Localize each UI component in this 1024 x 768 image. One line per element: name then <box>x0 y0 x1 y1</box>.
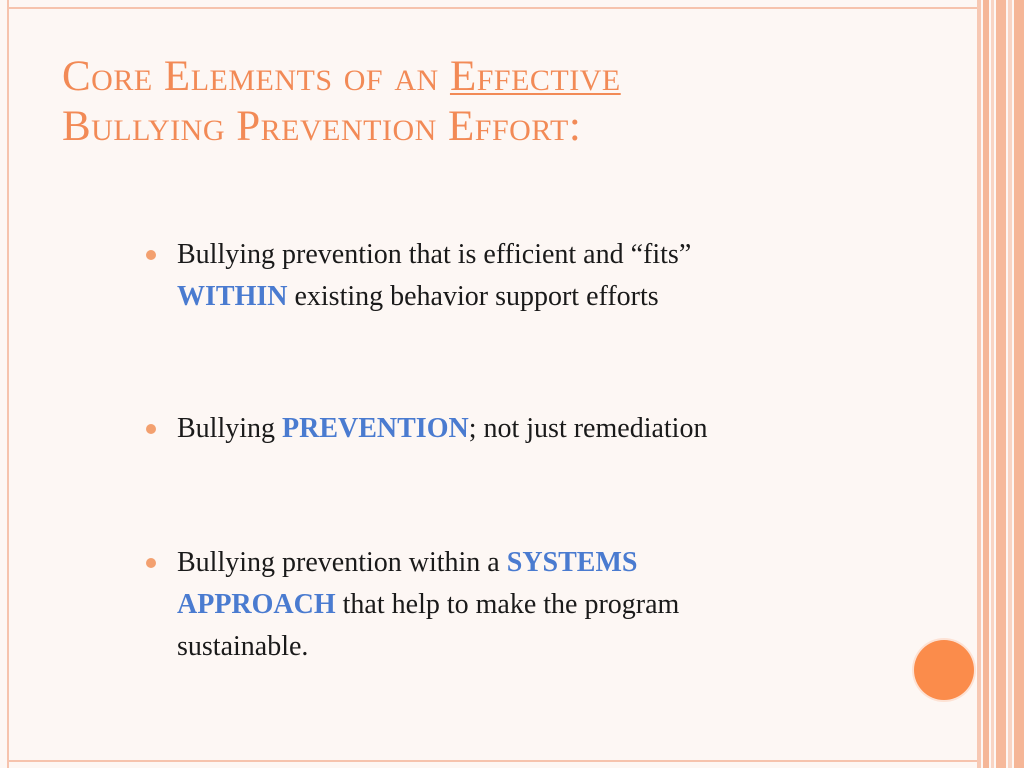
bullet-line <box>177 542 977 584</box>
bullet-text <box>177 542 977 668</box>
slide-title <box>62 52 942 152</box>
bullet-emphasis: PREVENTION <box>282 413 469 444</box>
bullet-text <box>177 234 977 318</box>
bullet-marker-icon <box>146 250 156 260</box>
bullet-line-rest: ; not just remediation <box>468 413 708 444</box>
decorative-stripe <box>1014 0 1024 768</box>
decorative-stripe <box>977 0 981 768</box>
bullet-emphasis: APPROACH <box>177 589 336 620</box>
bullet-line <box>177 276 977 318</box>
title-line-1 <box>62 52 942 102</box>
decorative-stripe <box>983 0 989 768</box>
bullet-line-rest: that help to make the program <box>335 589 680 620</box>
bullet-emphasis: SYSTEMS <box>506 547 638 578</box>
title-underlined-word: Effective <box>449 53 621 100</box>
decorative-stripe <box>1008 0 1012 768</box>
bullet-marker-icon <box>146 558 156 568</box>
bullet-item <box>146 542 977 668</box>
bullet-item <box>146 408 977 450</box>
frame-line-top <box>7 7 977 9</box>
bullet-line: sustainable. <box>177 631 309 662</box>
decorative-stripe <box>991 0 994 768</box>
bullet-line <box>177 408 977 450</box>
decorative-stripe <box>996 0 1006 768</box>
bullet-line-rest: existing behavior support efforts <box>287 281 659 312</box>
title-line-1-prefix: Core Elements of an <box>62 53 450 100</box>
bullet-line-prefix: Bullying prevention within a <box>177 547 507 578</box>
bullet-text <box>177 408 977 450</box>
bullet-marker-icon <box>146 424 156 434</box>
bullet-emphasis: WITHIN <box>177 281 288 312</box>
bullet-item <box>146 234 977 318</box>
frame-line-bottom <box>7 760 977 762</box>
frame-line-left <box>7 0 9 768</box>
title-line-2: Bullying Prevention Effort: <box>62 103 582 150</box>
bullet-line: Bullying prevention that is efficient and “fits” <box>177 239 692 270</box>
bullet-line-prefix: Bullying <box>177 413 283 444</box>
bullet-line <box>177 584 977 626</box>
